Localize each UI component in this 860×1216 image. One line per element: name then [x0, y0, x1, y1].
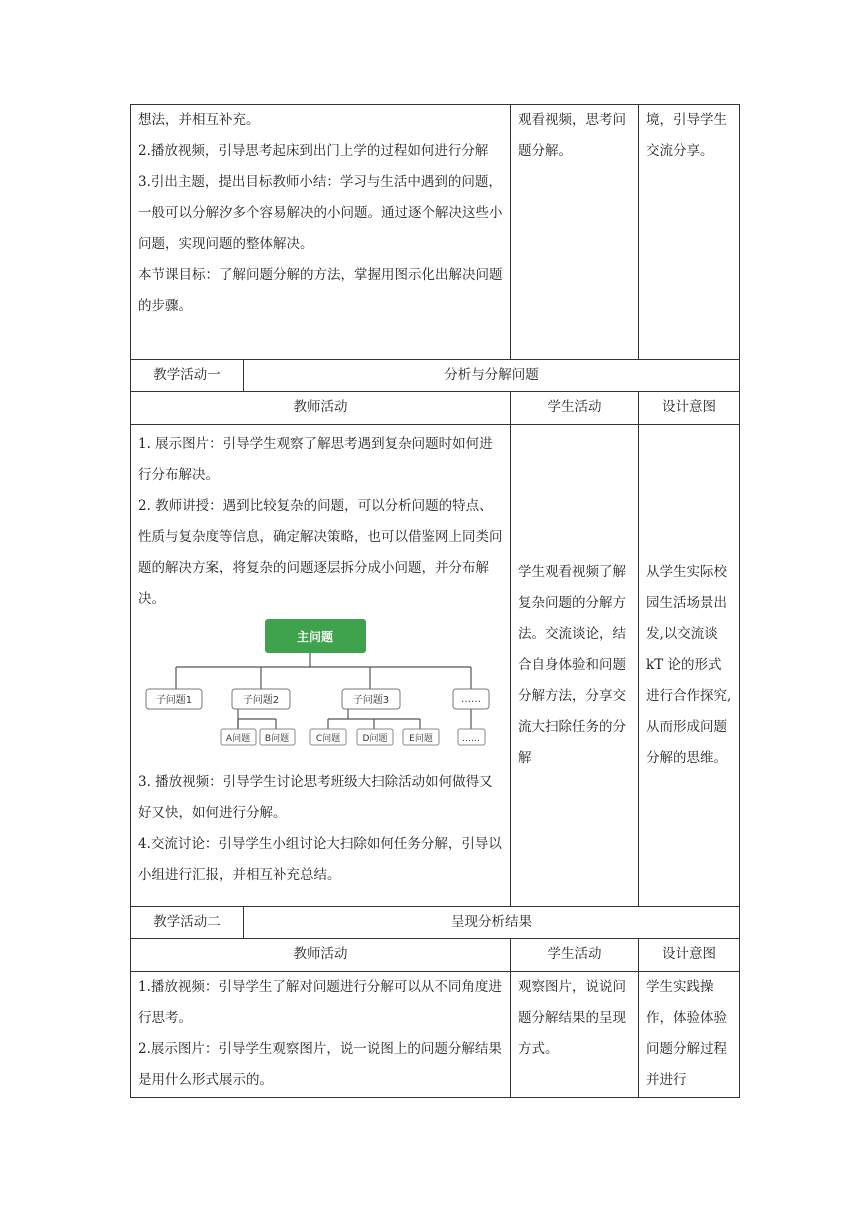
column-header-row: [131, 939, 740, 972]
teacher-activity-cell: [131, 105, 511, 360]
activity-one-content-row: [131, 425, 740, 907]
student-activity-cell: 学生观看视频了解复杂问题的分解方法。交流谈论，结合自身体验和问题分解方法，分享交流大扫除任务的分解: [511, 425, 639, 907]
teacher-paragraph: 本节课目标：了解问题分解的方法，掌握用图示化出解决问题的步骤。: [138, 267, 503, 314]
activity-two-content-row: [131, 972, 740, 1098]
diagram-child-label: ……: [461, 694, 481, 705]
design-intent-cell: 从学生实际校园生活场景出发,以交流谈 kT 论的形式进行合作探究,从而形成问题分解的思维。: [639, 425, 740, 907]
teacher-activity-cell: [131, 972, 511, 1098]
teacher-paragraph: 想法，并相互补充。: [138, 112, 260, 128]
teacher-paragraph: 1.播放视频：引导学生了解对问题进行分解可以从不同角度进行思考。: [138, 979, 502, 1026]
diagram-grandchild-label: B问题: [264, 734, 290, 744]
teacher-activity-header: 教师活动: [131, 392, 511, 425]
student-activity-cell: 观察图片，说说问题分解结果的呈现方式。: [511, 972, 639, 1098]
continuation-row: [131, 105, 740, 360]
problem-tree-svg: [138, 615, 498, 767]
student-activity-header: 学生活动: [511, 392, 639, 425]
teacher-paragraph: 3. 播放视频：引导学生讨论思考班级大扫除活动如何做得又好又快，如何进行分解。: [138, 774, 493, 821]
diagram-grandchild-label: D问题: [362, 734, 388, 744]
diagram-grandchild-label: C问题: [315, 734, 341, 744]
teacher-paragraph: 2.播放视频，引导思考起床到出门上学的过程如何进行分解: [138, 143, 489, 159]
teacher-activity-header: 教师活动: [131, 939, 511, 972]
teacher-paragraph: 4.交流讨论：引导学生小组讨论大扫除如何任务分解，引导以小组进行汇报，并相互补充总结。: [138, 836, 502, 883]
teacher-paragraph: 3.引出主题，提出目标教师小结：学习与生活中遇到的问题，一般可以分解汐多个容易解决的小问题。通过逐个解决这些小问题，实现问题的整体解决。: [138, 174, 503, 252]
activity-one-title: 分析与分解问题: [244, 360, 740, 392]
design-intent-cell: 学生实践操作，体验体验问题分解过程并进行: [639, 972, 740, 1098]
activity-one-row: [131, 360, 740, 392]
diagram-grandchild-label: A问题: [225, 734, 251, 744]
design-intent-cell: 境，引导学生交流分享。: [639, 105, 740, 360]
diagram-grandchild-label: ……: [462, 734, 480, 744]
diagram-child-label: 子问题2: [242, 695, 280, 706]
lesson-plan-table: [130, 104, 740, 1098]
teacher-activity-cell: [131, 425, 511, 907]
student-activity-cell: 观看视频，思考问题分解。: [511, 105, 639, 360]
diagram-child-label: 子问题3: [352, 695, 390, 706]
diagram-root-label: 主问题: [296, 630, 334, 644]
teacher-paragraph: 2. 教师讲授：遇到比较复杂的问题，可以分析问题的特点、性质与复杂度等信息，确定解决策略，也可以借鉴网上同类问题的解决方案，将复杂的问题逐层拆分成小问题，并分布解决。: [138, 498, 503, 607]
activity-one-label: 教学活动一: [131, 360, 244, 392]
teacher-paragraph: 2.展示图片：引导学生观察图片，说一说图上的问题分解结果是用什么形式展示的。: [138, 1041, 502, 1088]
diagram-grandchild-label: E问题: [409, 734, 433, 744]
student-activity-header: 学生活动: [511, 939, 639, 972]
activity-two-row: [131, 907, 740, 939]
activity-two-label: 教学活动二: [131, 907, 244, 939]
diagram-child-label: 子问题1: [155, 695, 193, 706]
column-header-row: [131, 392, 740, 425]
problem-tree-diagram: [138, 615, 503, 767]
design-intent-header: 设计意图: [639, 939, 740, 972]
activity-two-title: 呈现分析结果: [244, 907, 740, 939]
design-intent-header: 设计意图: [639, 392, 740, 425]
teacher-paragraph: 1. 展示图片：引导学生观察了解思考遇到复杂问题时如何进行分布解决。: [138, 436, 493, 483]
